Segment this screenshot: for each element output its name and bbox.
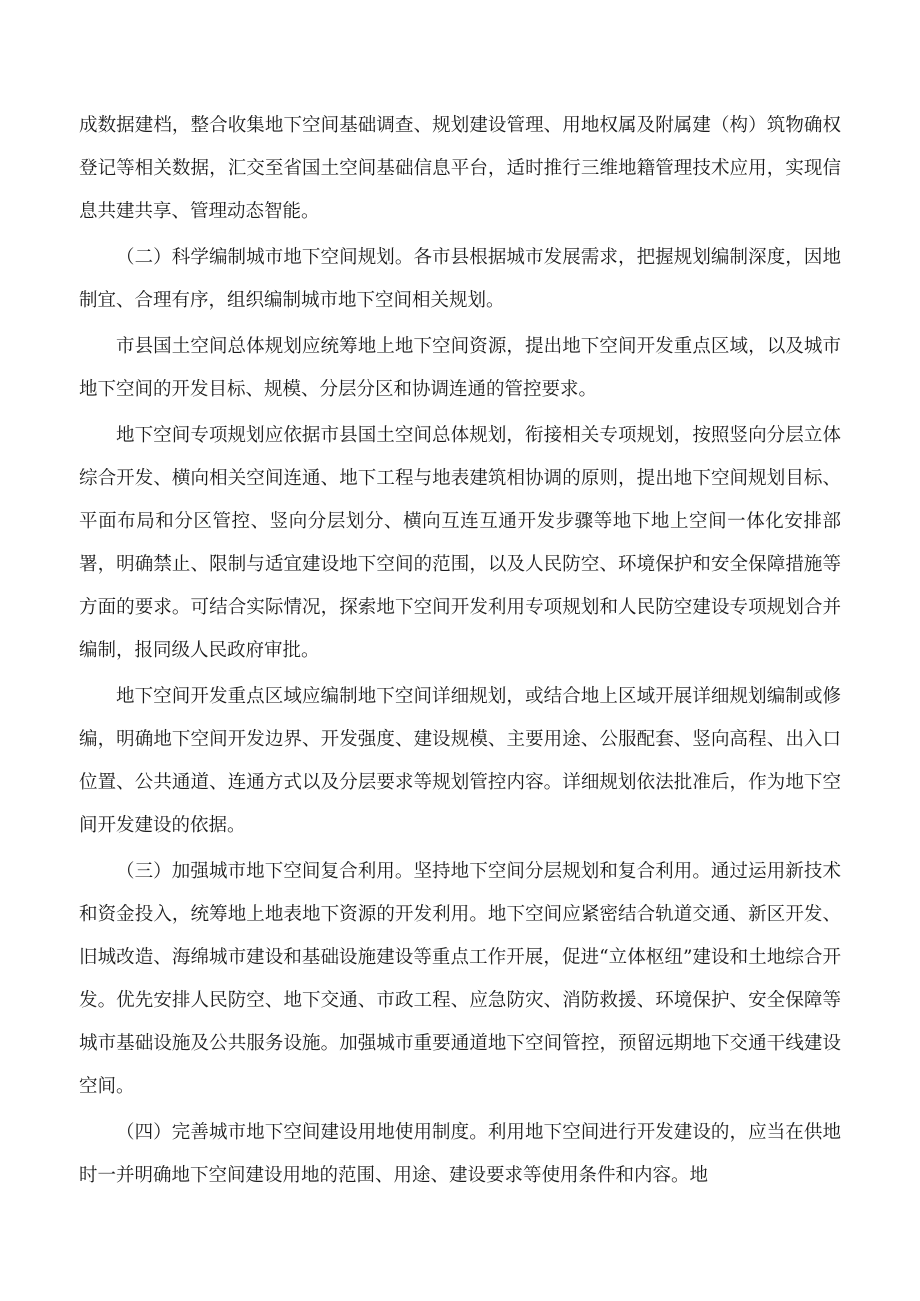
paragraph-detailed-planning: 地下空间开发重点区域应编制地下空间详细规划，或结合地上区域开展详细规划编制或修编，明确地下空间开发边界、开发强度、建设规模、主要用途、公服配套、竖向高程、出入口位置、公共通道、连通方式以及分层要求等规划管控内容。详细规划依法批准后，作为地下空间开发建设的依据。 [79, 686, 841, 836]
paragraph-special-planning: 地下空间专项规划应依据市县国土空间总体规划，衔接相关专项规划，按照竖向分层立体综合开发、横向相关空间连通、地下工程与地表建筑相协调的原则，提出地下空间规划目标、平面布局和分区管控、竖向分层划分、横向互连互通开发步骤等地下地上空间一体化安排部署，明确禁止、限制与适宜建设地下空间的范围，以及人民防空、环境保护和安全保障措施等方面的要求。可结合实际情况，探索地下空间开发利用专项规划和人民防空建设专项规划合并编制，报同级人民政府审批。 [79, 425, 841, 661]
paragraph-data-archiving: 成数据建档，整合收集地下空间基础调查、规划建设管理、用地权属及附属建（构）筑物确权登记等相关数据，汇交至省国土空间基础信息平台，适时推行三维地籍管理技术应用，实现信息共建共享、管理动态智能。 [79, 115, 841, 222]
paragraph-section-3-composite-use: （三）加强城市地下空间复合利用。坚持地下空间分层规划和复合利用。通过运用新技术和资金投入，统筹地上地表地下资源的开发利用。地下空间应紧密结合轨道交通、新区开发、旧城改造、海绵城市建设和基础设施建设等重点工作开展，促进“立体枢纽”建设和土地综合开发。优先安排人民防空、地下交通、市政工程、应急防灾、消防救援、环境保护、安全保障等城市基础设施及公共服务设施。加强城市重要通道地下空间管控，预留远期地下交通干线建设空间。 [79, 861, 841, 1097]
paragraph-overall-planning: 市县国土空间总体规划应统筹地上地下空间资源，提出地下空间开发重点区域，以及城市地下空间的开发目标、规模、分层分区和协调连通的管控要求。 [79, 336, 841, 400]
document-body [79, 104, 841, 1200]
paragraph-section-2-heading: （二）科学编制城市地下空间规划。各市县根据城市发展需求，把握规划编制深度，因地制宜、合理有序，组织编制城市地下空间相关规划。 [79, 247, 841, 311]
paragraph-section-4-land-use: （四）完善城市地下空间建设用地使用制度。利用地下空间进行开发建设的，应当在供地时一并明确地下空间建设用地的范围、用途、建设要求等使用条件和内容。地 [79, 1122, 841, 1186]
